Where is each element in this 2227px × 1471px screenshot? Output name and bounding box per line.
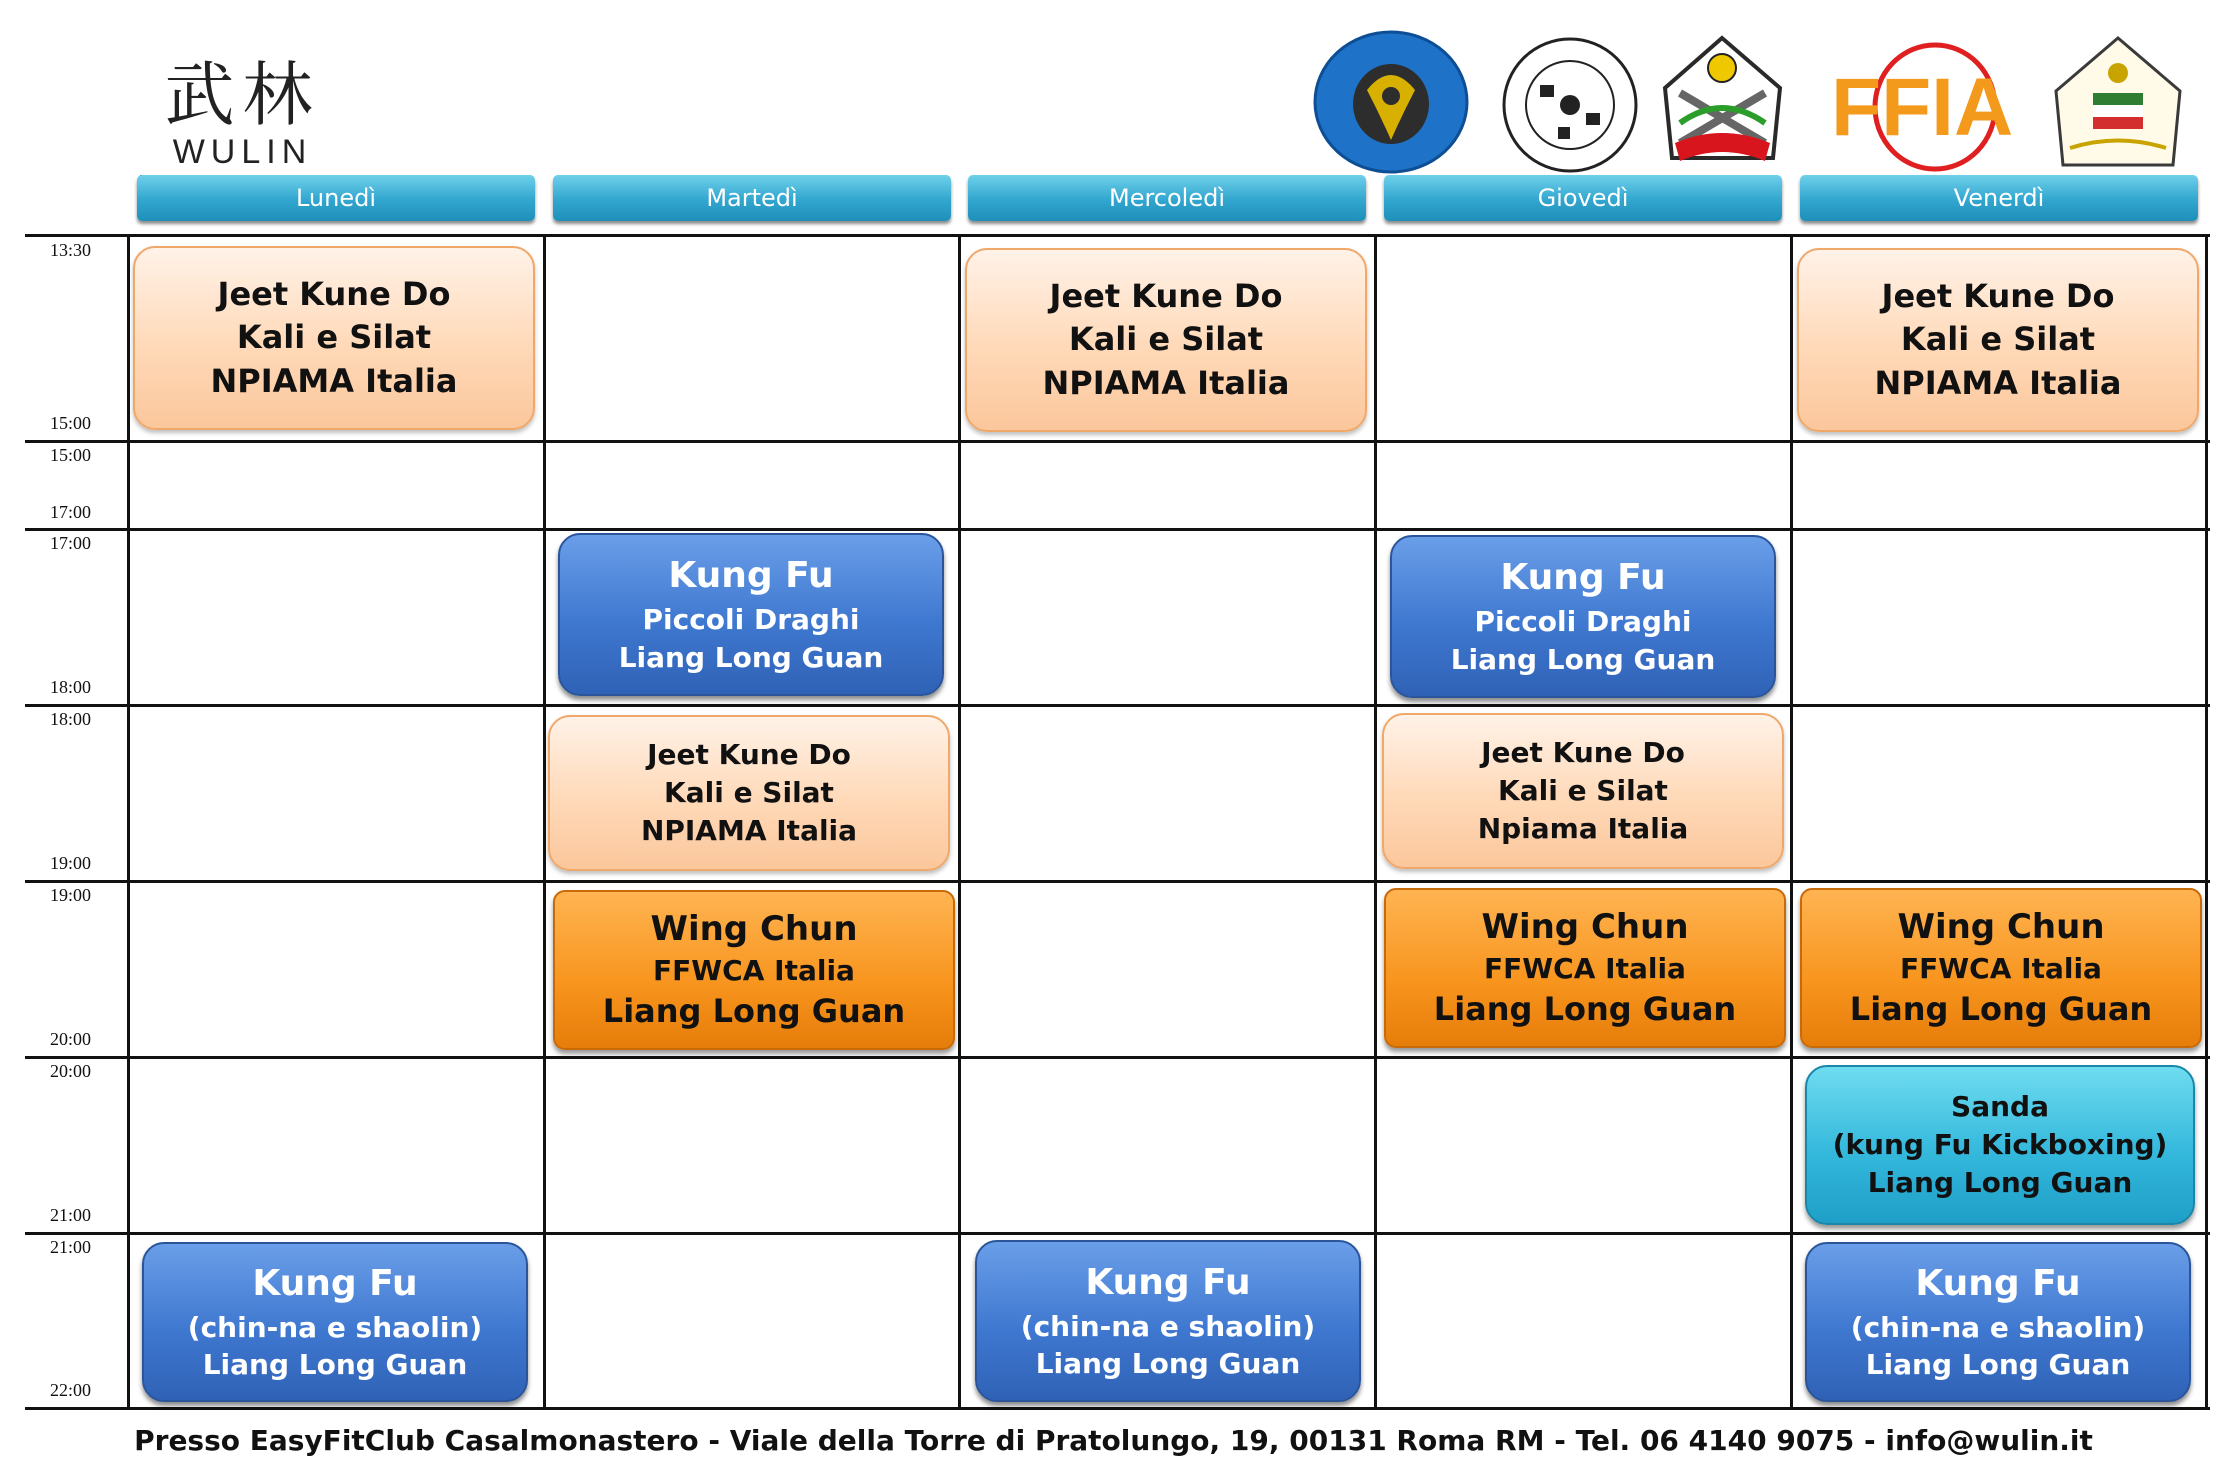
time-label: 19:00: [50, 853, 92, 873]
grid-column-line: [127, 235, 130, 1410]
ffia-logo-icon: [1825, 35, 2040, 175]
class-wingchun-tuesday[interactable]: [553, 890, 955, 1050]
class-title: Kung Fu: [1085, 1261, 1251, 1303]
class-kungfu-chinna-friday[interactable]: [1805, 1242, 2191, 1402]
time-label: 17:00: [50, 533, 92, 553]
day-header-friday: Venerdì: [1800, 175, 2198, 221]
class-title: Kung Fu: [1500, 557, 1666, 599]
grid-line: [25, 704, 2210, 707]
class-subtitle: Kali e Silat: [1900, 320, 2096, 359]
time-label: 13:30: [50, 240, 92, 260]
time-label: 17:00: [50, 502, 92, 522]
class-kungfu-thursday[interactable]: [1390, 535, 1776, 698]
grid-column-line: [958, 235, 961, 1410]
class-wingchun-thursday[interactable]: [1384, 888, 1786, 1048]
class-title: Sanda: [1951, 1090, 2049, 1124]
class-school: Liang Long Guan: [1849, 990, 2153, 1029]
class-subtitle: FFWCA Italia: [1484, 952, 1686, 986]
class-school: NPIAMA Italia: [640, 813, 858, 847]
nino-pilla-academy-seal-icon: [1500, 35, 1640, 175]
class-title: Jeet Kune Do: [1881, 277, 2115, 316]
class-title: Jeet Kune Do: [1481, 736, 1685, 770]
time-label: 15:00: [50, 445, 92, 465]
class-title: Wing Chun: [650, 908, 858, 949]
time-label: 21:00: [50, 1237, 92, 1257]
class-school: Liang Long Guan: [1433, 990, 1737, 1029]
class-subtitle: Kali e Silat: [1068, 320, 1264, 359]
class-jkd-thursday[interactable]: [1382, 713, 1784, 869]
class-school: Liang Long Guan: [1867, 1165, 2133, 1199]
francis-fong-shield-icon: [1655, 33, 1790, 173]
logo-latin-text: WULIN: [172, 133, 313, 171]
class-title: Wing Chun: [1897, 906, 2105, 947]
class-title: Jeet Kune Do: [1049, 277, 1283, 316]
class-title: Kung Fu: [668, 555, 834, 597]
day-header-tuesday: Martedì: [553, 175, 951, 221]
logo-chinese-text: 武林: [164, 54, 321, 136]
time-label: 20:00: [50, 1029, 92, 1049]
grid-column-line: [543, 235, 546, 1410]
time-label: 21:00: [50, 1205, 92, 1225]
day-header-thursday: Giovedì: [1384, 175, 1782, 221]
class-subtitle: (chin-na e shaolin): [187, 1310, 483, 1344]
class-school: Liang Long Guan: [1865, 1348, 2131, 1382]
time-label: 15:00: [50, 413, 92, 433]
class-subtitle: FFWCA Italia: [1900, 952, 2102, 986]
class-title: Jeet Kune Do: [647, 738, 851, 772]
class-title: Wing Chun: [1481, 906, 1689, 947]
kickboxing-shield-icon: [2048, 33, 2188, 173]
day-header-monday: Lunedì: [137, 175, 535, 221]
class-subtitle: Piccoli Draghi: [642, 603, 860, 636]
class-subtitle: Kali e Silat: [1498, 774, 1668, 808]
class-title: Jeet Kune Do: [217, 275, 451, 314]
grid-line: [25, 1407, 2210, 1410]
class-subtitle: (chin-na e shaolin): [1020, 1309, 1316, 1343]
svg-text:FFIA: FFIA: [1831, 62, 2014, 153]
class-jkd-monday[interactable]: [133, 246, 535, 430]
grid-line: [25, 440, 2210, 443]
class-subtitle: (chin-na e shaolin): [1850, 1310, 2146, 1344]
grid-line: [25, 880, 2210, 883]
class-jkd-tuesday[interactable]: [548, 715, 950, 871]
class-title: Kung Fu: [252, 1262, 418, 1304]
class-school: Liang Long Guan: [202, 1348, 468, 1382]
time-label: 22:00: [50, 1380, 92, 1400]
class-school: Npiama Italia: [1477, 811, 1689, 845]
grid-line: [25, 1056, 2210, 1059]
wulin-logo: [135, 55, 350, 170]
class-wingchun-friday[interactable]: [1800, 888, 2202, 1048]
class-school: NPIAMA Italia: [210, 361, 458, 400]
grid-column-line: [1374, 235, 1377, 1410]
class-subtitle: (kung Fu Kickboxing): [1832, 1128, 2168, 1162]
class-kungfu-tuesday[interactable]: [558, 533, 944, 696]
footer-address: Presso EasyFitClub Casalmonastero - Viale della Torre di Pratolungo, 19, 00131 Roma RM - Tel. 06 4140 9075 - info@wulin.it: [134, 1424, 2093, 1457]
class-school: NPIAMA Italia: [1874, 363, 2122, 402]
time-label: 19:00: [50, 885, 92, 905]
class-subtitle: Kali e Silat: [236, 318, 432, 357]
class-jkd-wednesday[interactable]: [965, 248, 1367, 432]
grid-column-line: [2205, 235, 2208, 1410]
class-title: Kung Fu: [1915, 1262, 2081, 1304]
class-school: Liang Long Guan: [618, 640, 884, 674]
class-subtitle: FFWCA Italia: [653, 954, 855, 988]
grid-line: [25, 1232, 2210, 1235]
time-label: 18:00: [50, 677, 92, 697]
class-school: Liang Long Guan: [1450, 642, 1716, 676]
class-subtitle: Piccoli Draghi: [1474, 605, 1692, 638]
class-school: Liang Long Guan: [1035, 1347, 1301, 1381]
class-subtitle: Kali e Silat: [664, 776, 834, 810]
class-kungfu-chinna-wednesday[interactable]: [975, 1240, 1361, 1402]
class-kungfu-chinna-monday[interactable]: [142, 1242, 528, 1402]
day-header-wednesday: Mercoledì: [968, 175, 1366, 221]
class-school: NPIAMA Italia: [1042, 363, 1290, 402]
liang-long-guan-seal-icon: [1312, 30, 1470, 174]
grid-line: [25, 234, 2210, 237]
grid-column-line: [1790, 235, 1793, 1410]
class-sanda-friday[interactable]: [1805, 1065, 2195, 1225]
class-jkd-friday[interactable]: [1797, 248, 2199, 432]
time-label: 18:00: [50, 709, 92, 729]
grid-line: [25, 528, 2210, 531]
class-school: Liang Long Guan: [602, 992, 906, 1031]
time-label: 20:00: [50, 1061, 92, 1081]
